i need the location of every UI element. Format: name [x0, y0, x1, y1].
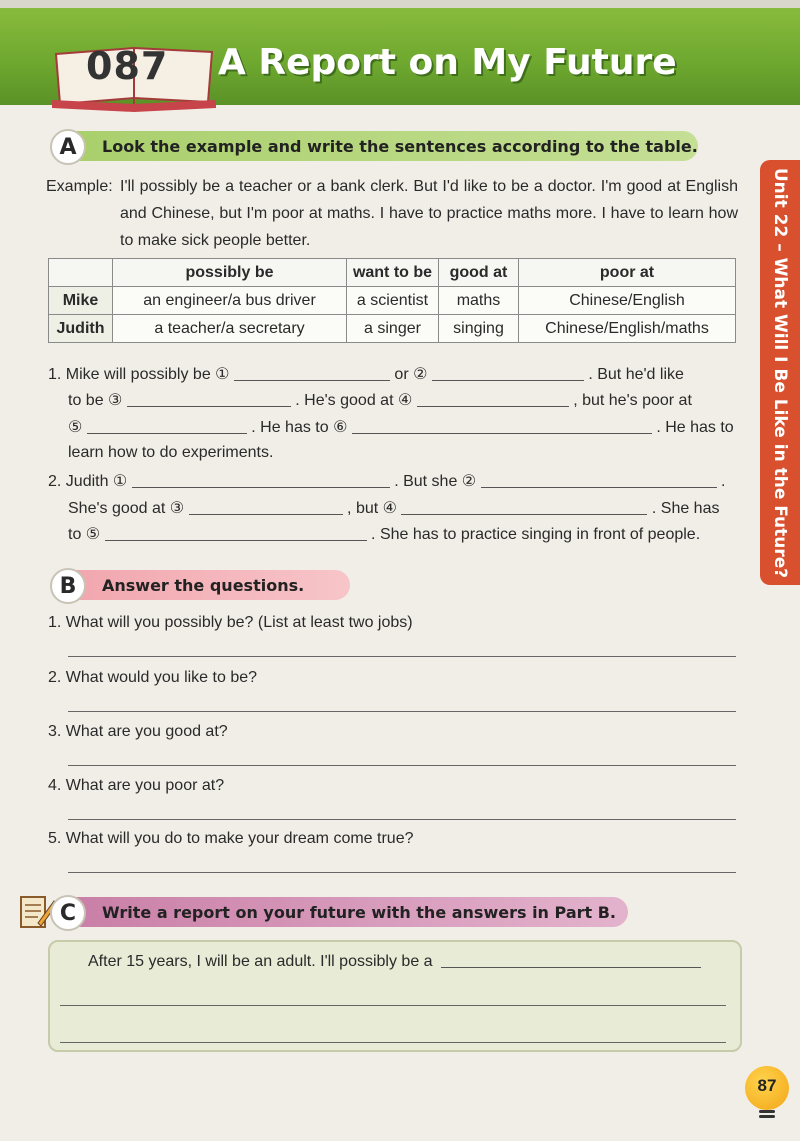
section-a-instruction: Look the example and write the sentences according to the table.: [102, 136, 698, 156]
q2-text: .: [721, 473, 726, 490]
table-header: want to be: [347, 259, 439, 287]
report-prompt: [88, 953, 701, 971]
top-strip: [0, 0, 800, 8]
question-4: 4. What are you poor at?: [48, 777, 225, 794]
answer-blank[interactable]: [432, 380, 584, 381]
table-cell: a scientist: [347, 287, 439, 315]
answer-blank[interactable]: [401, 514, 647, 515]
q2-line-3: [68, 524, 700, 544]
table-cell: Mike: [49, 287, 113, 315]
q1-line-2: [68, 390, 692, 410]
table-row: [49, 315, 736, 343]
unit-side-tab: [760, 160, 800, 585]
q2-text: She's good at ③: [68, 500, 185, 517]
page-title: A Report on My Future: [218, 42, 677, 83]
table-header: good at: [439, 259, 519, 287]
answer-blank[interactable]: [87, 433, 247, 434]
example-label: Example:: [46, 178, 113, 195]
table-header: poor at: [519, 259, 736, 287]
question-1: 1. What will you possibly be? (List at least two jobs): [48, 614, 413, 631]
q2-text: to ⑤: [68, 526, 101, 543]
question-3: 3. What are you good at?: [48, 723, 228, 740]
q1-line-3: [68, 417, 734, 437]
answer-line[interactable]: [68, 765, 736, 766]
table-cell: Chinese/English: [519, 287, 736, 315]
q1-text: ⑤: [68, 419, 83, 436]
section-c-banner: [59, 897, 628, 927]
q1-text: or ②: [394, 366, 428, 383]
answer-blank[interactable]: [417, 406, 569, 407]
answer-line[interactable]: [68, 656, 736, 657]
answer-blank[interactable]: [189, 514, 343, 515]
section-c-instruction: Write a report on your future with the answers in Part B.: [102, 902, 616, 922]
section-a-letter: A: [50, 129, 86, 165]
answer-blank[interactable]: [352, 433, 652, 434]
answer-blank[interactable]: [132, 487, 390, 488]
page-number-bulb: [745, 1066, 789, 1116]
q2-text: , but ④: [347, 500, 397, 517]
table-header: possibly be: [113, 259, 347, 287]
section-a-banner: [59, 131, 698, 161]
answer-blank[interactable]: [127, 406, 291, 407]
unit-side-tab-label: Unit 22 – What Will I Be Like in the Future?: [770, 167, 790, 578]
q2-line-1: [48, 471, 725, 491]
page-number: 87: [757, 1076, 777, 1095]
section-b-instruction: Answer the questions.: [102, 575, 305, 595]
answer-line[interactable]: [68, 711, 736, 712]
answer-line[interactable]: [60, 1005, 726, 1006]
table-cell: Chinese/English/maths: [519, 315, 736, 343]
section-b-banner: [59, 570, 350, 600]
table-cell: a singer: [347, 315, 439, 343]
table-header-row: [49, 259, 736, 287]
q2-text: . She has to practice singing in front of people.: [371, 526, 701, 543]
q1-text: , but he's poor at: [573, 392, 692, 409]
q1-text: 1. Mike will possibly be ①: [48, 366, 230, 383]
table-cell: singing: [439, 315, 519, 343]
question-5: 5. What will you do to make your dream come true?: [48, 830, 414, 847]
table-cell: Judith: [49, 315, 113, 343]
answer-blank[interactable]: [481, 487, 717, 488]
answer-blank[interactable]: [441, 967, 701, 968]
q2-text: 2. Judith ①: [48, 473, 128, 490]
table-cell: a teacher/a secretary: [113, 315, 347, 343]
section-b-letter: B: [50, 568, 86, 604]
answer-line[interactable]: [68, 872, 736, 873]
table-cell: an engineer/a bus driver: [113, 287, 347, 315]
q1-text: . He has to: [656, 419, 734, 436]
table-header: [49, 259, 113, 287]
q1-line-1: [48, 364, 684, 384]
answer-blank[interactable]: [105, 540, 367, 541]
q1-text: . But he'd like: [588, 366, 684, 383]
q1-text: to be ③: [68, 392, 123, 409]
example-text: I'll possibly be a teacher or a bank clerk. But I'd like to be a doctor. I'm good at English and Chinese, but I'm poor at maths. I have to practice maths more. I have to learn how to make sick people better.: [120, 178, 738, 249]
lesson-number: 087: [86, 44, 169, 88]
q1-line-4: learn how to do experiments.: [68, 444, 274, 461]
answer-blank[interactable]: [234, 380, 390, 381]
section-c-letter: C: [50, 895, 86, 931]
answer-line[interactable]: [68, 819, 736, 820]
q1-text: . He has to ⑥: [251, 419, 348, 436]
jobs-table: [48, 258, 736, 343]
q1-text: . He's good at ④: [295, 392, 413, 409]
q2-line-2: [68, 498, 719, 518]
q2-text: . She has: [651, 500, 720, 517]
table-row: [49, 287, 736, 315]
report-prompt-text: After 15 years, I will be an adult. I'll possibly be a: [88, 953, 433, 970]
question-2: 2. What would you like to be?: [48, 669, 258, 686]
table-cell: maths: [439, 287, 519, 315]
bulb-base: [759, 1110, 775, 1113]
q2-text: . But she ②: [394, 473, 477, 490]
answer-line[interactable]: [60, 1042, 726, 1043]
